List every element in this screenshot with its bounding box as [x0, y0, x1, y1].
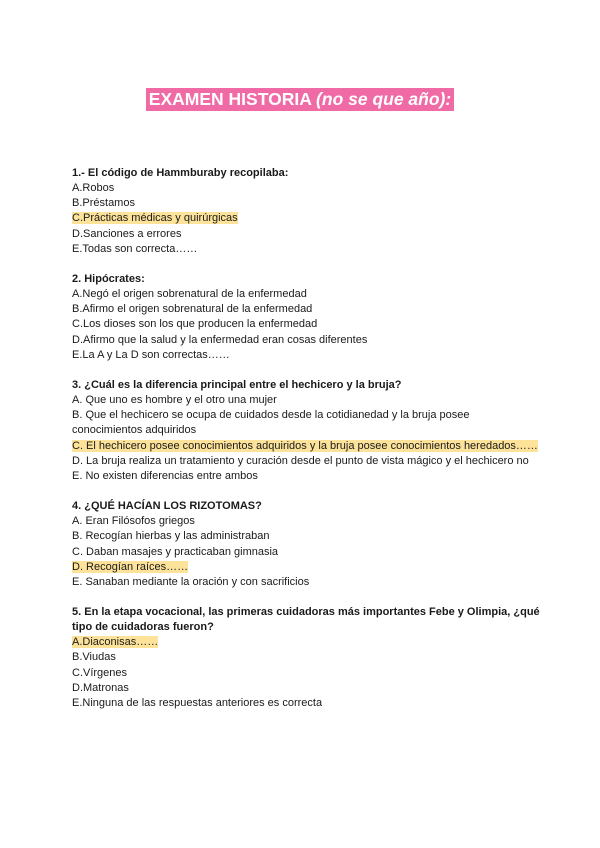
option-d: D.Sanciones a errores — [72, 227, 182, 240]
question-title: 3. ¿Cuál es la diferencia principal entre el hechicero y la bruja? — [72, 379, 402, 392]
option-e: E. No existen diferencias entre ambos — [72, 470, 258, 483]
option-e: E.Ninguna de las respuestas anteriores es correcta — [72, 697, 323, 710]
option-b: B.Afirmo el origen sobrenatural de la enfermedad — [72, 303, 313, 316]
question-2 — [72, 272, 542, 363]
option-c: C.Los dioses son los que producen la enfermedad — [72, 318, 318, 331]
option-d: D.Afirmo que la salud y la enfermedad eran cosas diferentes — [72, 333, 368, 346]
option-a: A. Que uno es hombre y el otro una mujer — [72, 394, 277, 407]
option-c-highlighted: C. El hechicero posee conocimientos adquiridos y la bruja posee conocimientos heredados…… — [72, 439, 538, 452]
option-a: A.Robos — [72, 182, 115, 194]
option-d: D. La bruja realiza un tratamiento y curación desde el punto de vista mágico y el hechicero no — [72, 454, 529, 467]
title-main: EXAMEN HISTORIA — [148, 89, 317, 109]
question-title: 2. Hipócrates: — [72, 273, 145, 286]
option-a: A.Negó el origen sobrenatural de la enfermedad — [72, 288, 307, 301]
question-title: 5. En la etapa vocacional, las primeras cuidadoras más importantes Febe y Olimpia, ¿qué tipo de cuidadoras fueron? — [72, 606, 540, 634]
question-title: 1.- El código de Hammburaby recopilaba: — [72, 167, 289, 179]
option-e: E.La A y La D son correctas…… — [72, 348, 230, 361]
option-e: E.Todas son correcta…… — [72, 242, 198, 255]
question-3 — [72, 378, 542, 484]
option-b: B. Que el hechicero se ocupa de cuidados desde la cotidianedad y la bruja posee conocimientos adquiridos — [72, 409, 470, 437]
option-c: C. Daban masajes y practicaban gimnasia — [72, 545, 279, 558]
option-a-highlighted: A.Diaconisas…… — [72, 636, 159, 649]
option-d-highlighted: D. Recogían raíces…… — [72, 560, 189, 573]
option-d: D.Matronas — [72, 681, 129, 694]
questions-list — [72, 166, 542, 726]
question-5 — [72, 605, 542, 711]
page-title — [146, 88, 454, 111]
option-b: B. Recogían hierbas y las administraban — [72, 530, 270, 543]
option-a: A. Eran Filósofos griegos — [72, 515, 195, 528]
option-c-highlighted: C.Prácticas médicas y quirúrgicas — [72, 212, 238, 225]
option-b: B.Viudas — [72, 651, 116, 664]
question-1 — [72, 166, 542, 257]
page-title-wrap — [0, 88, 600, 111]
question-4 — [72, 499, 542, 590]
option-b: B.Préstamos — [72, 197, 135, 210]
option-c: C.Vírgenes — [72, 666, 128, 679]
title-subtitle: (no se que año): — [316, 89, 452, 109]
option-e: E. Sanaban mediante la oración y con sacrificios — [72, 576, 310, 589]
question-title: 4. ¿QUÉ HACÍAN LOS RIZOTOMAS? — [72, 500, 262, 513]
